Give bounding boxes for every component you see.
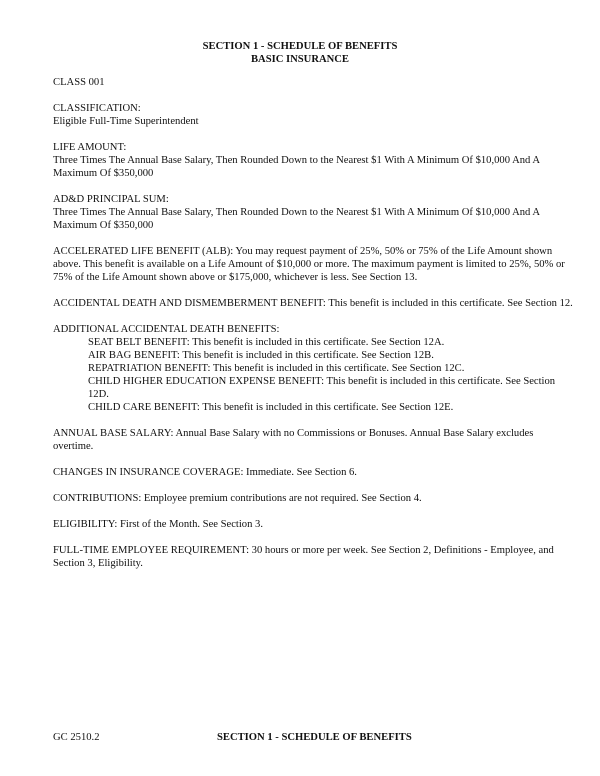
- life-amount-heading: LIFE AMOUNT:: [53, 142, 127, 153]
- contributions-paragraph: CONTRIBUTIONS: Employee premium contributions are not required. See Section 4.: [53, 493, 422, 504]
- classification-heading: CLASSIFICATION:: [53, 103, 141, 114]
- list-item-seat-belt: SEAT BELT BENEFIT: This benefit is included in this certificate. See Section 12A.: [88, 337, 445, 348]
- add-principal-sum-value: Three Times The Annual Base Salary, Then Rounded Down to the Nearest $1 With A Minimum Of $10,000 And A Maximum Of $350,000: [53, 207, 540, 231]
- footer-section-title: SECTION 1 - SCHEDULE OF BENEFITS: [217, 732, 412, 743]
- section-title: SECTION 1 - SCHEDULE OF BENEFITS: [202, 41, 398, 52]
- form-code: GC 2510.2: [53, 732, 100, 743]
- list-item-child-care: CHILD CARE BENEFIT: This benefit is included in this certificate. See Section 12E.: [88, 402, 454, 413]
- add-principal-sum-section: [53, 193, 573, 232]
- section-subtitle: BASIC INSURANCE: [250, 54, 349, 65]
- page-footer: [53, 731, 573, 745]
- life-amount-section: [53, 141, 573, 180]
- list-item-air-bag: AIR BAG BENEFIT: This benefit is included in this certificate. See Section 12B.: [88, 350, 434, 361]
- page-header: [0, 40, 600, 66]
- list-item-repatriation: REPATRIATION BENEFIT: This benefit is included in this certificate. See Section 12C.: [88, 363, 465, 374]
- additional-ad-benefits-list: [53, 336, 573, 414]
- additional-ad-benefits-heading: ADDITIONAL ACCIDENTAL DEATH BENEFITS:: [53, 324, 280, 335]
- life-amount-value: Three Times The Annual Base Salary, Then Rounded Down to the Nearest $1 With A Minimum Of $10,000 And A Maximum Of $350,000: [53, 155, 540, 179]
- full-time-requirement-paragraph: FULL-TIME EMPLOYEE REQUIREMENT: 30 hours or more per week. See Section 2, Definitions - Employee, and Section 3, Eligibility.: [53, 545, 554, 569]
- classification-value: Eligible Full-Time Superintendent: [53, 116, 199, 127]
- class-label: CLASS 001: [53, 77, 105, 88]
- eligibility-paragraph: ELIGIBILITY: First of the Month. See Section 3.: [53, 519, 263, 530]
- list-item-child-higher-education: CHILD HIGHER EDUCATION EXPENSE BENEFIT: This benefit is included in this certificate. See Section 12D.: [88, 376, 556, 400]
- classification-section: [53, 102, 573, 128]
- accelerated-life-benefit-paragraph: ACCELERATED LIFE BENEFIT (ALB): You may request payment of 25%, 50% or 75% of the Life Amount shown above. This benefit is available on a Life Amount of $10,000 or more. The maximum payment is limited to 25%, 50% or 75% of the Life Amount shown above or $175,000, whichever is less. See Section 13.: [53, 246, 565, 283]
- additional-ad-benefits-section: [53, 323, 573, 414]
- add-principal-sum-heading: AD&D PRINCIPAL SUM:: [53, 194, 169, 205]
- annual-base-salary-paragraph: ANNUAL BASE SALARY: Annual Base Salary with no Commissions or Bonuses. Annual Base Salary excludes overtime.: [53, 428, 534, 452]
- add-benefit-paragraph: ACCIDENTAL DEATH AND DISMEMBERMENT BENEFIT: This benefit is included in this certificate. See Section 12.: [53, 298, 573, 309]
- document-body: [53, 76, 573, 583]
- changes-in-coverage-paragraph: CHANGES IN INSURANCE COVERAGE: Immediate. See Section 6.: [53, 467, 357, 478]
